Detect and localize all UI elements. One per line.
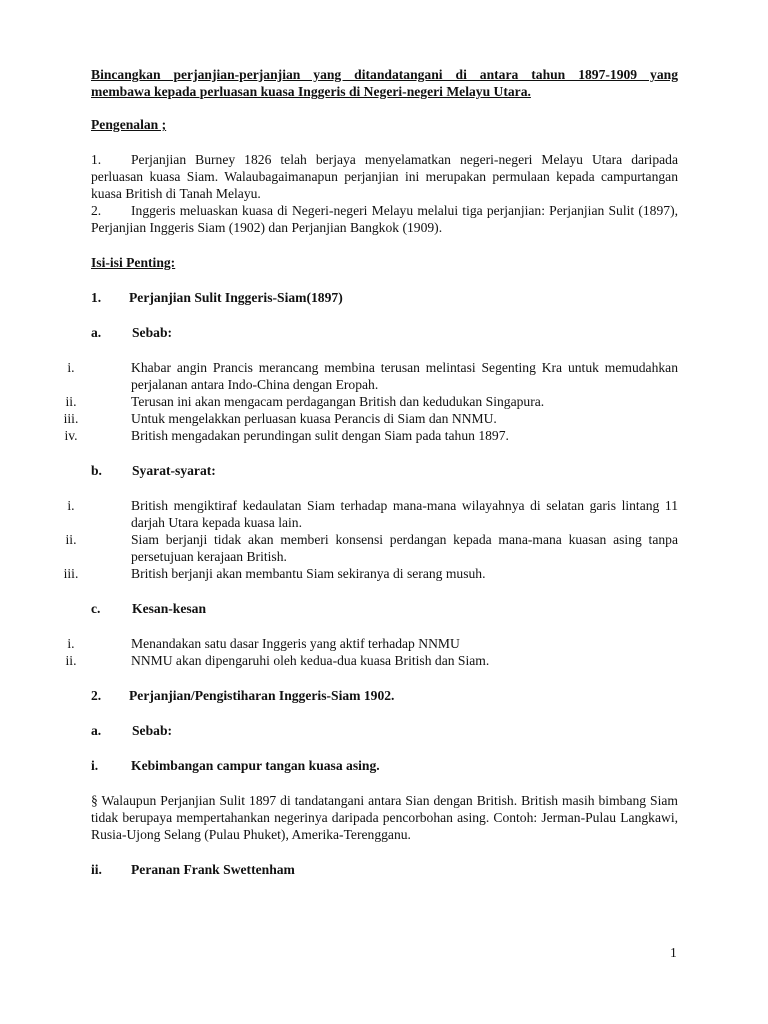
section-1a-list [63,359,678,444]
section-1-heading: 1. Perjanjian Sulit Inggeris-Siam(1897) [91,290,343,305]
section-1a-heading: a. Sebab: [91,325,173,340]
intro-list [91,151,678,236]
list-item: i. Khabar angin Prancis merancang membina terusan melintasi Segenting Kra untuk memudahkan perjalanan antara Indo-China dengan Eropah. [67,360,678,392]
intro-heading: Pengenalan ; [91,117,167,132]
list-item: ii. Terusan ini akan mengacam perdagangan British dan kedudukan Singapura. [65,394,545,409]
section-2a-i-heading: i. Kebimbangan campur tangan kuasa asing. [91,758,380,773]
section-1b-list [63,497,678,582]
title-line-1: Bincangkan perjanjian-perjanjian yang ditandatangani di antara tahun 1897-1909 yang [91,67,678,82]
section-2-heading: 2. Perjanjian/Pengistiharan Inggeris-Siam 1902. [91,688,395,703]
list-item: ii. NNMU akan dipengaruhi oleh kedua-dua kuasa British dan Siam. [65,653,490,668]
document-title [91,66,678,100]
list-item: i. Menandakan satu dasar Inggeris yang aktif terhadap NNMU [67,636,460,651]
section-2a-ii-heading: ii. Peranan Frank Swettenham [91,862,295,877]
section-2a-i-paragraph: § Walaupun Perjanjian Sulit 1897 di tandatangani antara Sian dengan British. British masih bimbang Siam tidak berupaya mempertahankan negerinya daripada pencorbohan asing. Contoh: Jerman-Pulau Langkawi, Rusia-Ujong Selang (Pulau Phuket), Amerika-Terengganu. [91,793,678,842]
section-1c-heading: c. Kesan-kesan [91,601,207,616]
list-item: ii. Siam berjanji tidak akan memberi konsensi perdangan kepada mana-mana kuasan asing tanpa persetujuan kerajaan British. [65,532,678,564]
list-item: iii. Untuk mengelakkan perluasan kuasa Perancis di Siam dan NNMU. [63,411,497,426]
title-line-2: membawa kepada perluasan kuasa Inggeris di Negeri-negeri Melayu Utara. [91,84,531,99]
document-body [63,66,678,878]
intro-item-2: 2. Inggeris meluaskan kuasa di Negeri-negeri Melayu melalui tiga perjanjian: Perjanjian Sulit (1897), Perjanjian Inggeris Siam (1902) dan Perjanjian Bangkok (1909). [91,203,678,235]
page-number: 1 [670,945,677,960]
list-item: i. British mengiktiraf kedaulatan Siam terhadap mana-mana wilayahnya di selatan garis lintang 11 darjah Utara kepada kuasa lain. [67,498,678,530]
list-item: iv. British mengadakan perundingan sulit dengan Siam pada tahun 1897. [64,428,509,443]
intro-item-1: 1. Perjanjian Burney 1826 telah berjaya menyelamatkan negeri-negeri Melayu Utara daripada perluasan kuasa Siam. Walaubagaimanapun perjanjian ini merupakan permulaan kepada campurtangan kuasa British di Tanah Melayu. [91,152,678,201]
section-1c-list [65,635,678,669]
section-2a-heading: a. Sebab: [91,723,173,738]
list-item: iii. British berjanji akan membantu Siam sekiranya di serang musuh. [63,566,486,581]
isi-heading: Isi-isi Penting: [91,255,176,270]
section-1b-heading: b. Syarat-syarat: [91,463,216,478]
